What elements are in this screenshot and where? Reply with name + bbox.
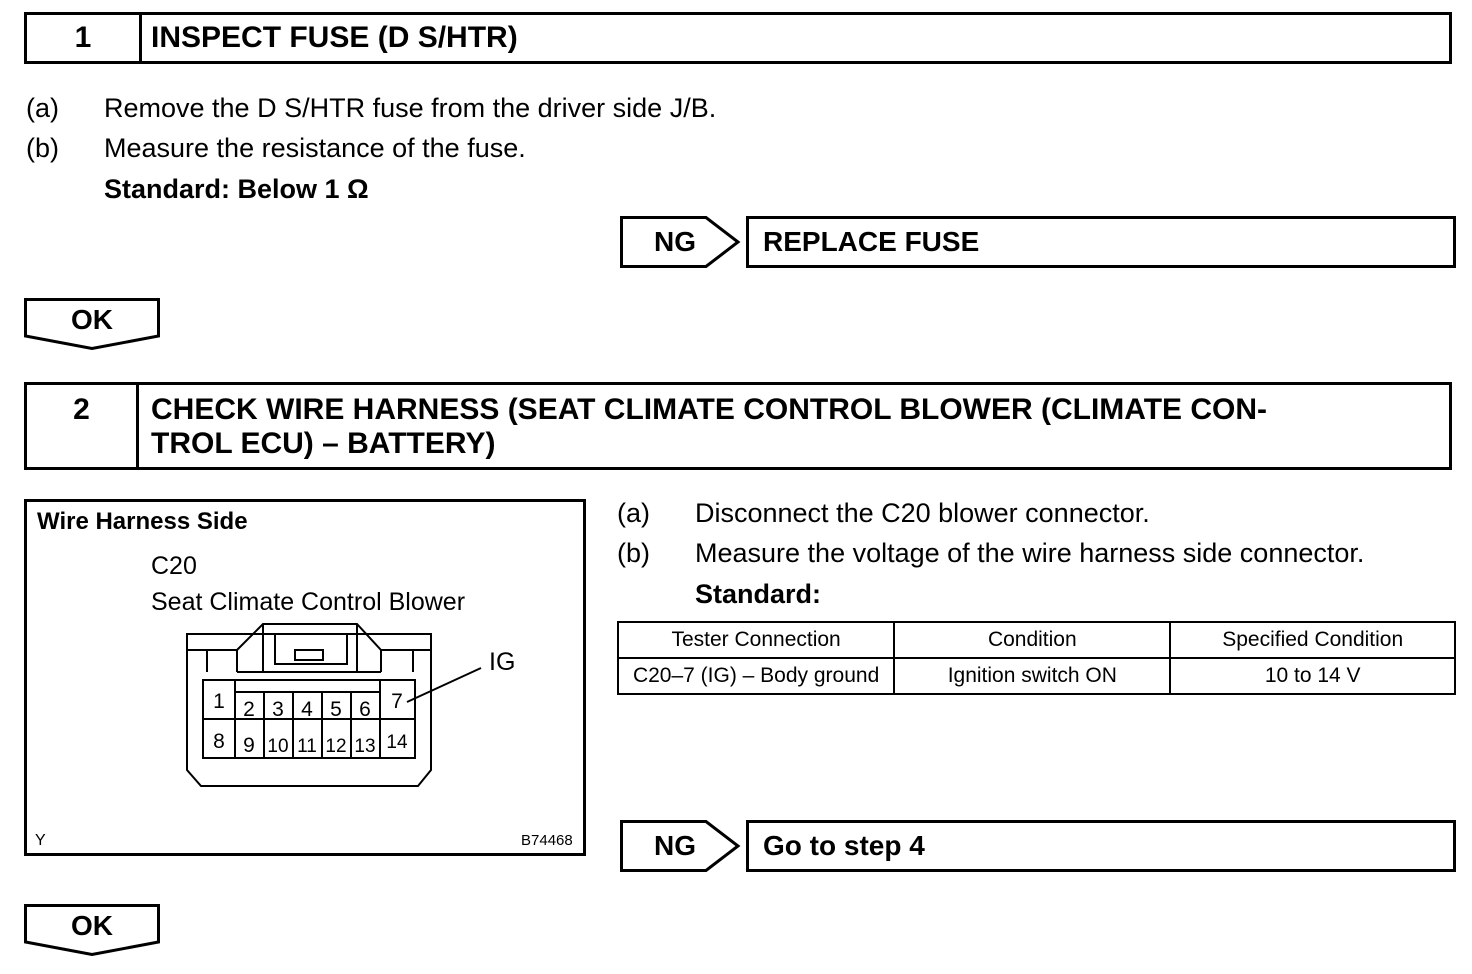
connector-pin-7: 7 [391, 690, 403, 713]
step-2-ng-branch [620, 820, 1456, 872]
connector-pin-11: 11 [297, 736, 317, 757]
table-header: Condition [894, 622, 1170, 658]
table-header-row [618, 622, 1455, 658]
table-header: Specified Condition [1170, 622, 1455, 658]
ok-label: OK [71, 304, 113, 335]
step-title-line-1: CHECK WIRE HARNESS (SEAT CLIMATE CONTROL BLOWER (CLIMATE CON- [151, 393, 1268, 426]
ng-label: NG [654, 226, 696, 257]
connector-id: C20 [151, 552, 197, 580]
step-title [151, 393, 1439, 461]
step-number: 1 [27, 15, 142, 61]
step-title-line-2: TROL ECU) – BATTERY) [151, 427, 496, 460]
step-number-text: 2 [73, 393, 90, 426]
item-label: (a) [617, 498, 650, 528]
step-1-ng-branch [620, 216, 1456, 268]
figure-title: Wire Harness Side [37, 508, 248, 535]
step-title: INSPECT FUSE (D S/HTR) [151, 21, 518, 54]
step-2-header [24, 382, 1452, 470]
figure-code: B74468 [521, 832, 573, 849]
connector-pin-4: 4 [301, 698, 313, 721]
step-1-header [24, 12, 1452, 64]
item-text: Measure the voltage of the wire harness side connector. [695, 538, 1365, 568]
item-label: (b) [26, 133, 59, 163]
item-label: (b) [617, 538, 650, 568]
table-cell: Ignition switch ON [894, 658, 1170, 694]
ng-label: NG [654, 830, 696, 861]
item-text: Measure the resistance of the fuse. [104, 133, 526, 163]
item-label: (a) [26, 93, 59, 123]
table-cell: 10 to 14 V [1170, 658, 1455, 694]
connector-pin-2: 2 [243, 698, 255, 721]
connector-pin-10: 10 [267, 736, 289, 757]
connector-drawing [27, 502, 583, 853]
step-1-ok-branch [24, 298, 160, 350]
connector-pin-14: 14 [386, 732, 408, 753]
connector-pin-3: 3 [272, 698, 284, 721]
connector-pin-12: 12 [325, 736, 347, 757]
connector-pin-13: 13 [354, 736, 376, 757]
table-header: Tester Connection [618, 622, 894, 658]
step-1-standard: Standard: Below 1 Ω [104, 174, 369, 204]
step-2-ok-branch [24, 904, 160, 956]
connector-name: Seat Climate Control Blower [151, 588, 466, 616]
ok-label: OK [71, 910, 113, 941]
ng-action: Go to step 4 [746, 820, 1456, 872]
table-cell: C20–7 (IG) – Body ground [618, 658, 894, 694]
connector-pin-8: 8 [213, 730, 225, 753]
connector-pin-5: 5 [330, 698, 342, 721]
connector-pin-9: 9 [243, 734, 255, 757]
item-text: Disconnect the C20 blower connector. [695, 498, 1150, 528]
connector-pin-6: 6 [359, 698, 371, 721]
connector-figure [24, 499, 586, 856]
ig-callout: IG [489, 648, 516, 676]
item-text: Remove the D S/HTR fuse from the driver side J/B. [104, 93, 717, 123]
ng-action: REPLACE FUSE [746, 216, 1456, 268]
step-number [27, 385, 139, 467]
table-row [618, 658, 1455, 694]
connector-pin-1: 1 [213, 690, 225, 713]
step-2-standard: Standard: [695, 579, 822, 609]
spec-table [617, 621, 1456, 695]
figure-corner-left: Y [35, 832, 46, 849]
